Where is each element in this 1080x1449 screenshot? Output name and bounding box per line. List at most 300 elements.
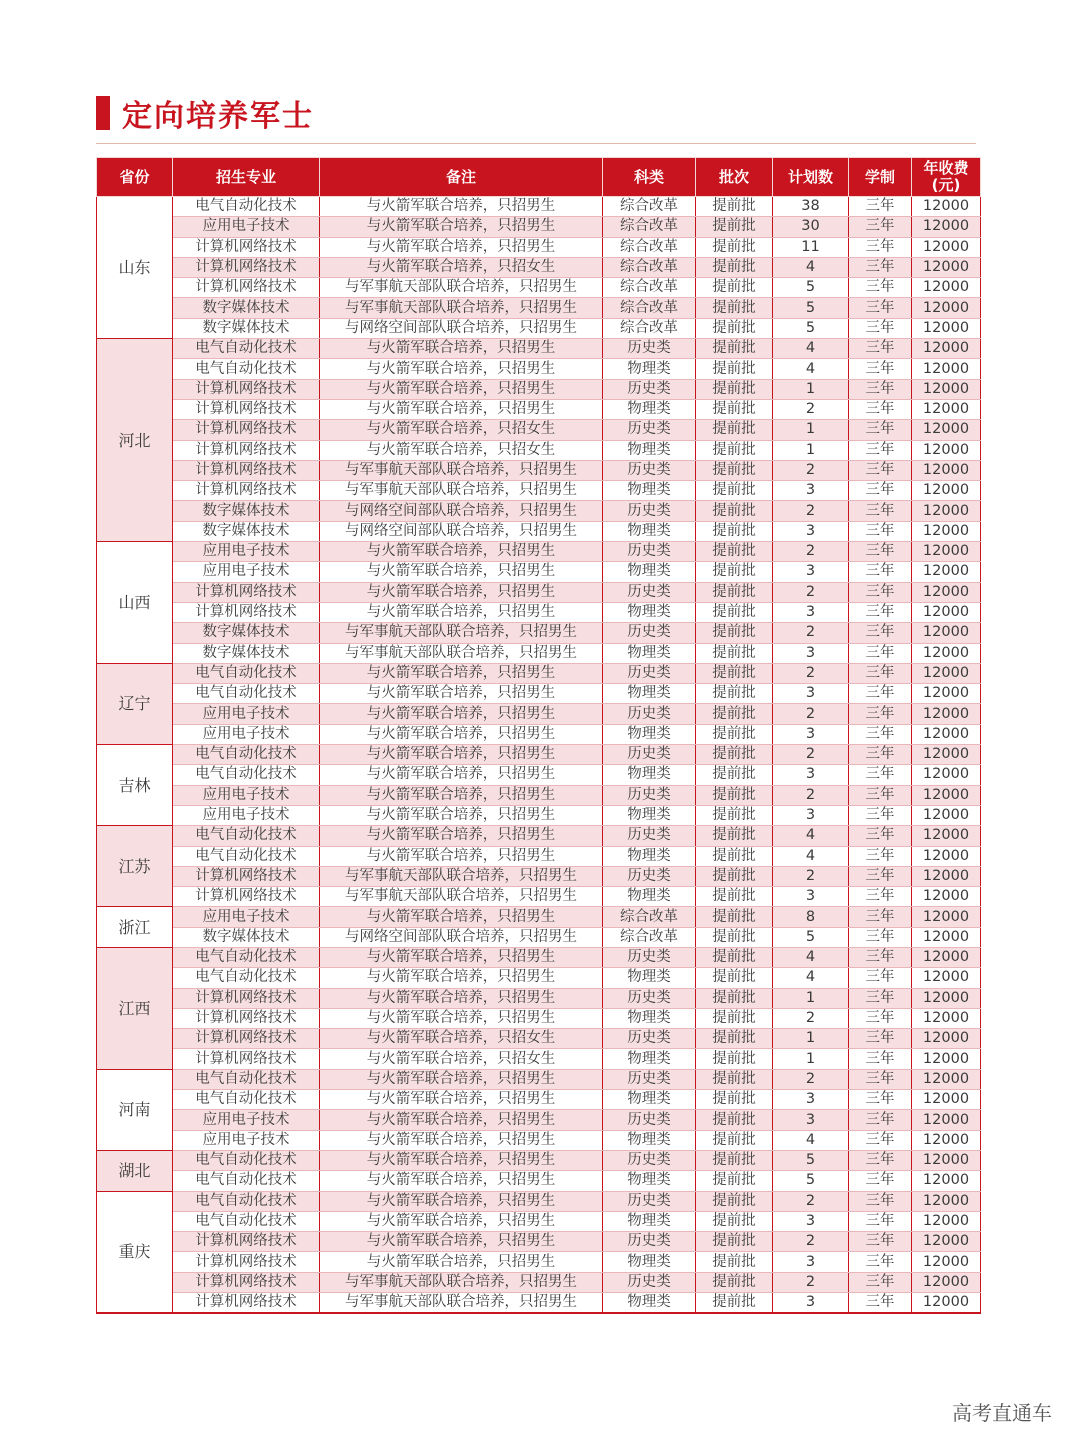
cell-annual-fee: 12000 <box>912 968 981 988</box>
cell-major: 计算机网络技术 <box>173 1008 320 1028</box>
cell-major: 电气自动化技术 <box>173 1150 320 1170</box>
table-row <box>97 1191 981 1211</box>
cell-plan-count: 1 <box>773 379 849 399</box>
cell-annual-fee: 12000 <box>912 278 981 298</box>
cell-annual-fee: 12000 <box>912 257 981 277</box>
province-cell: 河北 <box>97 339 173 542</box>
cell-duration: 三年 <box>849 460 912 480</box>
cell-major: 数字媒体技术 <box>173 643 320 663</box>
cell-plan-count: 1 <box>773 988 849 1008</box>
cell-plan-count: 5 <box>773 278 849 298</box>
cell-plan-count: 2 <box>773 1069 849 1089</box>
cell-annual-fee: 12000 <box>912 582 981 602</box>
cell-category: 历史类 <box>603 1029 696 1049</box>
province-cell: 辽宁 <box>97 663 173 744</box>
table-row <box>97 1008 981 1028</box>
header-category: 科类 <box>603 158 696 197</box>
cell-annual-fee: 12000 <box>912 1211 981 1231</box>
cell-plan-count: 4 <box>773 846 849 866</box>
cell-remark: 与军事航天部队联合培养，只招男生 <box>320 887 603 907</box>
cell-plan-count: 4 <box>773 257 849 277</box>
cell-major: 电气自动化技术 <box>173 684 320 704</box>
cell-duration: 三年 <box>849 846 912 866</box>
table-row <box>97 805 981 825</box>
table-row <box>97 602 981 622</box>
cell-plan-count: 1 <box>773 440 849 460</box>
table-row <box>97 704 981 724</box>
table-row <box>97 927 981 947</box>
table-row <box>97 846 981 866</box>
cell-category: 历史类 <box>603 460 696 480</box>
cell-annual-fee: 12000 <box>912 785 981 805</box>
cell-annual-fee: 12000 <box>912 805 981 825</box>
cell-major: 电气自动化技术 <box>173 947 320 967</box>
province-cell: 吉林 <box>97 745 173 826</box>
cell-annual-fee: 12000 <box>912 602 981 622</box>
header-batch: 批次 <box>696 158 773 197</box>
table-row <box>97 339 981 359</box>
cell-duration: 三年 <box>849 1150 912 1170</box>
cell-remark: 与火箭军联合培养，只招男生 <box>320 1090 603 1110</box>
cell-plan-count: 2 <box>773 501 849 521</box>
table-row <box>97 379 981 399</box>
cell-major: 电气自动化技术 <box>173 765 320 785</box>
cell-category: 物理类 <box>603 1293 696 1314</box>
cell-category: 物理类 <box>603 1130 696 1150</box>
cell-remark: 与火箭军联合培养，只招男生 <box>320 1008 603 1028</box>
cell-major: 电气自动化技术 <box>173 745 320 765</box>
cell-category: 物理类 <box>603 1090 696 1110</box>
table-row <box>97 826 981 846</box>
cell-plan-count: 4 <box>773 1130 849 1150</box>
cell-annual-fee: 12000 <box>912 663 981 683</box>
cell-remark: 与火箭军联合培养，只招男生 <box>320 1069 603 1089</box>
cell-plan-count: 2 <box>773 399 849 419</box>
table-row <box>97 1090 981 1110</box>
cell-batch: 提前批 <box>696 1252 773 1272</box>
cell-plan-count: 2 <box>773 1272 849 1292</box>
cell-category: 历史类 <box>603 623 696 643</box>
cell-plan-count: 3 <box>773 684 849 704</box>
cell-batch: 提前批 <box>696 1029 773 1049</box>
table-row <box>97 1110 981 1130</box>
cell-duration: 三年 <box>849 826 912 846</box>
cell-category: 物理类 <box>603 805 696 825</box>
cell-annual-fee: 12000 <box>912 765 981 785</box>
cell-duration: 三年 <box>849 968 912 988</box>
cell-duration: 三年 <box>849 197 912 217</box>
table-row <box>97 1130 981 1150</box>
cell-major: 电气自动化技术 <box>173 1090 320 1110</box>
cell-duration: 三年 <box>849 887 912 907</box>
cell-duration: 三年 <box>849 1232 912 1252</box>
cell-remark: 与火箭军联合培养，只招男生 <box>320 1211 603 1231</box>
cell-duration: 三年 <box>849 704 912 724</box>
cell-batch: 提前批 <box>696 1272 773 1292</box>
cell-batch: 提前批 <box>696 318 773 338</box>
cell-remark: 与火箭军联合培养，只招男生 <box>320 724 603 744</box>
table-row <box>97 1069 981 1089</box>
cell-batch: 提前批 <box>696 359 773 379</box>
cell-remark: 与火箭军联合培养，只招男生 <box>320 785 603 805</box>
cell-remark: 与火箭军联合培养，只招女生 <box>320 257 603 277</box>
cell-category: 历史类 <box>603 1150 696 1170</box>
cell-plan-count: 3 <box>773 765 849 785</box>
cell-annual-fee: 12000 <box>912 846 981 866</box>
cell-plan-count: 2 <box>773 745 849 765</box>
cell-plan-count: 1 <box>773 1049 849 1069</box>
table-row <box>97 460 981 480</box>
cell-batch: 提前批 <box>696 1130 773 1150</box>
cell-plan-count: 11 <box>773 237 849 257</box>
cell-category: 综合改革 <box>603 907 696 927</box>
cell-category: 历史类 <box>603 988 696 1008</box>
cell-annual-fee: 12000 <box>912 379 981 399</box>
cell-batch: 提前批 <box>696 217 773 237</box>
cell-duration: 三年 <box>849 947 912 967</box>
cell-plan-count: 4 <box>773 947 849 967</box>
cell-remark: 与网络空间部队联合培养，只招男生 <box>320 521 603 541</box>
cell-remark: 与火箭军联合培养，只招男生 <box>320 826 603 846</box>
watermark: 高考直通车 <box>952 1401 1052 1425</box>
cell-duration: 三年 <box>849 339 912 359</box>
table-row <box>97 1232 981 1252</box>
cell-remark: 与军事航天部队联合培养，只招男生 <box>320 298 603 318</box>
cell-major: 应用电子技术 <box>173 907 320 927</box>
cell-plan-count: 5 <box>773 318 849 338</box>
cell-annual-fee: 12000 <box>912 1272 981 1292</box>
cell-major: 应用电子技术 <box>173 562 320 582</box>
table-row <box>97 745 981 765</box>
cell-major: 计算机网络技术 <box>173 257 320 277</box>
cell-plan-count: 2 <box>773 866 849 886</box>
cell-remark: 与网络空间部队联合培养，只招男生 <box>320 927 603 947</box>
table-row <box>97 684 981 704</box>
cell-annual-fee: 12000 <box>912 542 981 562</box>
cell-remark: 与火箭军联合培养，只招男生 <box>320 1171 603 1191</box>
cell-remark: 与火箭军联合培养，只招男生 <box>320 217 603 237</box>
cell-duration: 三年 <box>849 663 912 683</box>
cell-plan-count: 3 <box>773 481 849 501</box>
cell-duration: 三年 <box>849 765 912 785</box>
cell-plan-count: 4 <box>773 339 849 359</box>
cell-plan-count: 3 <box>773 724 849 744</box>
cell-duration: 三年 <box>849 481 912 501</box>
cell-category: 物理类 <box>603 846 696 866</box>
cell-batch: 提前批 <box>696 1171 773 1191</box>
cell-major: 电气自动化技术 <box>173 1171 320 1191</box>
cell-remark: 与火箭军联合培养，只招女生 <box>320 1029 603 1049</box>
title-divider <box>96 143 976 144</box>
cell-category: 物理类 <box>603 643 696 663</box>
cell-major: 计算机网络技术 <box>173 988 320 1008</box>
cell-batch: 提前批 <box>696 887 773 907</box>
province-cell: 山东 <box>97 197 173 339</box>
cell-remark: 与火箭军联合培养，只招男生 <box>320 663 603 683</box>
cell-major: 应用电子技术 <box>173 724 320 744</box>
cell-major: 电气自动化技术 <box>173 359 320 379</box>
cell-plan-count: 3 <box>773 887 849 907</box>
cell-plan-count: 5 <box>773 298 849 318</box>
province-cell: 江西 <box>97 947 173 1069</box>
cell-plan-count: 2 <box>773 623 849 643</box>
table-row <box>97 278 981 298</box>
table-row <box>97 887 981 907</box>
cell-annual-fee: 12000 <box>912 724 981 744</box>
cell-category: 物理类 <box>603 440 696 460</box>
cell-annual-fee: 12000 <box>912 1029 981 1049</box>
cell-duration: 三年 <box>849 1130 912 1150</box>
cell-remark: 与军事航天部队联合培养，只招男生 <box>320 1293 603 1314</box>
cell-duration: 三年 <box>849 562 912 582</box>
cell-batch: 提前批 <box>696 968 773 988</box>
table-row <box>97 1049 981 1069</box>
cell-major: 计算机网络技术 <box>173 866 320 886</box>
cell-batch: 提前批 <box>696 1049 773 1069</box>
cell-remark: 与网络空间部队联合培养，只招男生 <box>320 501 603 521</box>
cell-duration: 三年 <box>849 1171 912 1191</box>
cell-major: 电气自动化技术 <box>173 846 320 866</box>
cell-major: 计算机网络技术 <box>173 237 320 257</box>
cell-duration: 三年 <box>849 237 912 257</box>
cell-major: 计算机网络技术 <box>173 1272 320 1292</box>
cell-plan-count: 2 <box>773 785 849 805</box>
table-row <box>97 907 981 927</box>
cell-annual-fee: 12000 <box>912 947 981 967</box>
cell-duration: 三年 <box>849 420 912 440</box>
cell-remark: 与火箭军联合培养，只招男生 <box>320 745 603 765</box>
cell-plan-count: 2 <box>773 582 849 602</box>
cell-duration: 三年 <box>849 521 912 541</box>
cell-remark: 与火箭军联合培养，只招男生 <box>320 805 603 825</box>
cell-duration: 三年 <box>849 582 912 602</box>
cell-annual-fee: 12000 <box>912 217 981 237</box>
cell-major: 计算机网络技术 <box>173 1049 320 1069</box>
cell-batch: 提前批 <box>696 663 773 683</box>
cell-plan-count: 2 <box>773 1008 849 1028</box>
cell-duration: 三年 <box>849 866 912 886</box>
cell-major: 数字媒体技术 <box>173 623 320 643</box>
cell-duration: 三年 <box>849 1049 912 1069</box>
table-row <box>97 724 981 744</box>
cell-duration: 三年 <box>849 1110 912 1130</box>
cell-annual-fee: 12000 <box>912 359 981 379</box>
cell-duration: 三年 <box>849 278 912 298</box>
cell-plan-count: 1 <box>773 420 849 440</box>
cell-duration: 三年 <box>849 988 912 1008</box>
table-row <box>97 359 981 379</box>
table-row <box>97 1252 981 1272</box>
cell-batch: 提前批 <box>696 846 773 866</box>
cell-plan-count: 2 <box>773 704 849 724</box>
cell-major: 计算机网络技术 <box>173 602 320 622</box>
cell-remark: 与火箭军联合培养，只招男生 <box>320 765 603 785</box>
cell-category: 物理类 <box>603 399 696 419</box>
cell-batch: 提前批 <box>696 745 773 765</box>
cell-batch: 提前批 <box>696 805 773 825</box>
table-row <box>97 440 981 460</box>
cell-major: 应用电子技术 <box>173 1130 320 1150</box>
cell-plan-count: 3 <box>773 1293 849 1314</box>
cell-annual-fee: 12000 <box>912 1150 981 1170</box>
cell-major: 计算机网络技术 <box>173 460 320 480</box>
cell-major: 计算机网络技术 <box>173 399 320 419</box>
cell-batch: 提前批 <box>696 521 773 541</box>
cell-category: 历史类 <box>603 1069 696 1089</box>
cell-remark: 与火箭军联合培养，只招女生 <box>320 440 603 460</box>
cell-remark: 与火箭军联合培养，只招男生 <box>320 1232 603 1252</box>
cell-annual-fee: 12000 <box>912 318 981 338</box>
table-row <box>97 866 981 886</box>
cell-remark: 与火箭军联合培养，只招男生 <box>320 968 603 988</box>
cell-plan-count: 2 <box>773 1191 849 1211</box>
cell-major: 计算机网络技术 <box>173 887 320 907</box>
cell-duration: 三年 <box>849 643 912 663</box>
table-row <box>97 298 981 318</box>
cell-remark: 与火箭军联合培养，只招男生 <box>320 379 603 399</box>
cell-category: 综合改革 <box>603 217 696 237</box>
cell-major: 应用电子技术 <box>173 542 320 562</box>
cell-major: 电气自动化技术 <box>173 339 320 359</box>
cell-plan-count: 2 <box>773 1232 849 1252</box>
table-row <box>97 1171 981 1191</box>
cell-category: 历史类 <box>603 1272 696 1292</box>
cell-category: 历史类 <box>603 745 696 765</box>
cell-batch: 提前批 <box>696 1150 773 1170</box>
cell-category: 历史类 <box>603 339 696 359</box>
cell-batch: 提前批 <box>696 1293 773 1314</box>
cell-annual-fee: 12000 <box>912 927 981 947</box>
cell-annual-fee: 12000 <box>912 1191 981 1211</box>
cell-major: 数字媒体技术 <box>173 298 320 318</box>
cell-category: 物理类 <box>603 521 696 541</box>
cell-category: 历史类 <box>603 1232 696 1252</box>
cell-remark: 与火箭军联合培养，只招男生 <box>320 542 603 562</box>
cell-category: 历史类 <box>603 1191 696 1211</box>
cell-major: 应用电子技术 <box>173 805 320 825</box>
cell-annual-fee: 12000 <box>912 1232 981 1252</box>
cell-duration: 三年 <box>849 298 912 318</box>
table-row <box>97 623 981 643</box>
cell-duration: 三年 <box>849 1293 912 1314</box>
province-cell: 山西 <box>97 542 173 664</box>
cell-major: 电气自动化技术 <box>173 1211 320 1231</box>
cell-batch: 提前批 <box>696 481 773 501</box>
cell-duration: 三年 <box>849 399 912 419</box>
cell-category: 历史类 <box>603 947 696 967</box>
cell-remark: 与火箭军联合培养，只招男生 <box>320 582 603 602</box>
cell-remark: 与火箭军联合培养，只招男生 <box>320 1252 603 1272</box>
cell-major: 计算机网络技术 <box>173 440 320 460</box>
cell-category: 历史类 <box>603 826 696 846</box>
cell-major: 计算机网络技术 <box>173 1252 320 1272</box>
cell-annual-fee: 12000 <box>912 1130 981 1150</box>
cell-major: 应用电子技术 <box>173 217 320 237</box>
cell-batch: 提前批 <box>696 278 773 298</box>
cell-batch: 提前批 <box>696 237 773 257</box>
table-row <box>97 318 981 338</box>
cell-annual-fee: 12000 <box>912 745 981 765</box>
cell-major: 数字媒体技术 <box>173 501 320 521</box>
table-header <box>97 158 981 197</box>
cell-batch: 提前批 <box>696 420 773 440</box>
cell-major: 计算机网络技术 <box>173 582 320 602</box>
cell-remark: 与火箭军联合培养，只招男生 <box>320 237 603 257</box>
cell-major: 电气自动化技术 <box>173 1069 320 1089</box>
cell-annual-fee: 12000 <box>912 298 981 318</box>
cell-plan-count: 3 <box>773 1252 849 1272</box>
header-plan-count: 计划数 <box>773 158 849 197</box>
cell-remark: 与军事航天部队联合培养，只招男生 <box>320 1272 603 1292</box>
cell-annual-fee: 12000 <box>912 440 981 460</box>
cell-annual-fee: 12000 <box>912 460 981 480</box>
cell-plan-count: 3 <box>773 1110 849 1130</box>
cell-duration: 三年 <box>849 257 912 277</box>
cell-remark: 与火箭军联合培养，只招男生 <box>320 359 603 379</box>
cell-remark: 与火箭军联合培养，只招男生 <box>320 1150 603 1170</box>
cell-annual-fee: 12000 <box>912 866 981 886</box>
cell-category: 历史类 <box>603 420 696 440</box>
cell-remark: 与火箭军联合培养，只招男生 <box>320 339 603 359</box>
cell-annual-fee: 12000 <box>912 988 981 1008</box>
cell-category: 物理类 <box>603 1171 696 1191</box>
province-cell: 湖北 <box>97 1150 173 1191</box>
province-cell: 江苏 <box>97 826 173 907</box>
cell-category: 物理类 <box>603 724 696 744</box>
cell-duration: 三年 <box>849 318 912 338</box>
cell-duration: 三年 <box>849 1029 912 1049</box>
cell-batch: 提前批 <box>696 988 773 1008</box>
cell-major: 电气自动化技术 <box>173 663 320 683</box>
table-row <box>97 521 981 541</box>
page-title <box>96 95 314 134</box>
cell-annual-fee: 12000 <box>912 1069 981 1089</box>
table-row <box>97 785 981 805</box>
cell-annual-fee: 12000 <box>912 481 981 501</box>
table-row <box>97 1029 981 1049</box>
cell-batch: 提前批 <box>696 440 773 460</box>
table-row <box>97 1293 981 1314</box>
cell-major: 计算机网络技术 <box>173 1029 320 1049</box>
cell-remark: 与火箭军联合培养，只招男生 <box>320 1191 603 1211</box>
cell-category: 历史类 <box>603 379 696 399</box>
cell-duration: 三年 <box>849 440 912 460</box>
cell-major: 电气自动化技术 <box>173 826 320 846</box>
table-row <box>97 947 981 967</box>
cell-duration: 三年 <box>849 1069 912 1089</box>
table-row <box>97 501 981 521</box>
cell-annual-fee: 12000 <box>912 339 981 359</box>
cell-batch: 提前批 <box>696 460 773 480</box>
cell-remark: 与网络空间部队联合培养，只招男生 <box>320 318 603 338</box>
table-row <box>97 197 981 217</box>
cell-annual-fee: 12000 <box>912 1293 981 1314</box>
table-row <box>97 582 981 602</box>
cell-remark: 与火箭军联合培养，只招男生 <box>320 197 603 217</box>
cell-batch: 提前批 <box>696 1090 773 1110</box>
cell-category: 综合改革 <box>603 237 696 257</box>
cell-annual-fee: 12000 <box>912 1049 981 1069</box>
cell-category: 物理类 <box>603 765 696 785</box>
cell-batch: 提前批 <box>696 623 773 643</box>
cell-category: 综合改革 <box>603 197 696 217</box>
cell-batch: 提前批 <box>696 501 773 521</box>
cell-category: 综合改革 <box>603 927 696 947</box>
cell-major: 计算机网络技术 <box>173 379 320 399</box>
cell-remark: 与火箭军联合培养，只招男生 <box>320 684 603 704</box>
cell-category: 物理类 <box>603 1252 696 1272</box>
cell-batch: 提前批 <box>696 947 773 967</box>
